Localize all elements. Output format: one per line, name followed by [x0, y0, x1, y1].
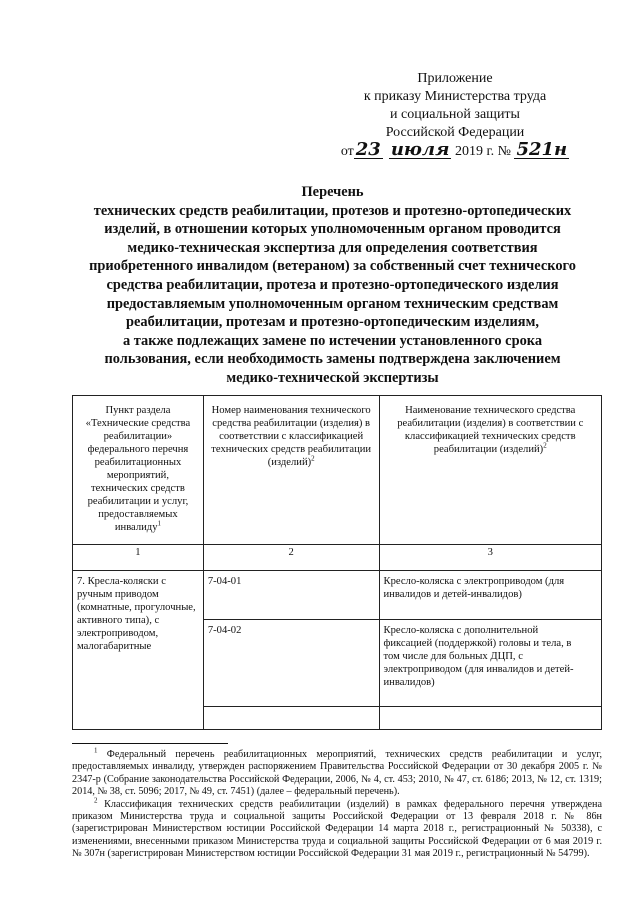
code-cell: 7-04-02: [203, 620, 379, 707]
appendix-line: Приложение: [417, 71, 493, 86]
table-row: [73, 571, 602, 620]
footnote-ref: 2: [311, 454, 315, 463]
title-line: технических средств реабилитации, протезов и протезно-ортопедических: [93, 202, 572, 219]
appendix-line: к приказу Министерства труда: [363, 89, 547, 104]
table-header-row: [73, 396, 602, 545]
empty-cell: [379, 707, 602, 730]
title-line: изделий, в отношении которых уполномоченным органом проводится: [104, 221, 561, 238]
title-line: предоставляемым уполномоченным органом техническим средствам: [106, 295, 559, 312]
order-number: 521н: [516, 139, 568, 160]
section-cell: 7. Кресла-коляски с ручным приводом (комнатные, прогулочные, активного типа), с электроприводом, малогабаритные: [73, 571, 204, 730]
footnote-separator: [72, 743, 228, 744]
footnote: $^1$ Федеральный перечень реабилитационных мероприятий, технических средств реабилитации и услуг, предоставляемых инвалиду, утвержден распоряжением Правительства Российской Федерации от 30 декабря 2005 г. № 2347-р (Собрание законодательства Российской Федерации, 2006, № 4, ст. 453; 2010, № 47, ст. 6186; 2013, № 12, ст. 1319; 2014, № 38, ст. 5096; 2017, № 49, ст. 7451) (далее – федеральный перечень).: [72, 746, 603, 798]
name-cell: Кресло-коляска с электроприводом (для инвалидов и детей-инвалидов): [379, 571, 602, 620]
appendix-block: [330, 70, 580, 161]
title-line: медико-техническая экспертиза для определения соответствия: [127, 239, 538, 256]
empty-cell: [203, 707, 379, 730]
footnote-ref: 2: [543, 441, 547, 450]
appendix-line: и социальной защиты: [390, 107, 520, 122]
appendix-line: Российской Федерации: [385, 125, 525, 140]
title-line: приобретенного инвалидом (ветераном) за собственный счет технического: [89, 258, 576, 275]
header-name: Наименование технического средства реабилитации (изделия) в соответствии с классификацией технических средств реабилитации (изделий)$^2$: [379, 396, 602, 545]
order-month: июля: [390, 139, 450, 160]
document-title: [60, 183, 605, 388]
header-code: Номер наименования технического средства реабилитации (изделия) в соответствии с классификацией технических средств реабилитации (изделий)$^2$: [203, 396, 379, 545]
footnote-ref: 1: [157, 519, 161, 528]
equipment-table: [72, 395, 602, 730]
order-year: 2019 г. №: [454, 144, 511, 159]
title-heading: Перечень: [301, 184, 364, 200]
column-number: 3: [379, 545, 602, 571]
footnote-mark: 2: [94, 796, 98, 805]
column-number: 1: [73, 545, 204, 571]
title-line: реабилитации, протезам и протезно-ортопедическим изделиям,: [125, 314, 539, 331]
footnotes: [72, 746, 603, 861]
order-prefix: от: [340, 144, 354, 159]
footnote-mark: 1: [94, 746, 98, 755]
order-date-number: [330, 139, 580, 161]
title-line: средства реабилитации, протеза и протезно-ортопедического изделия: [106, 276, 559, 293]
footnote: $^2$ Классификация технических средств реабилитации (изделий) в рамках федерального перечня утверждена приказом Министерства труда и социальной защиты Российской Федерации от 13 февраля 2018 г. № 86н (зарегистрирован Министерством юстиции Российской Федерации 14 марта 2018 г., регистрационный № 50338), с изменениями, внесенными приказом Министерства труда и социальной защиты Российской Федерации от 6 мая 2019 г. № 307н (зарегистрирован Министерством юстиции Российской Федерации 31 мая 2019 г., регистрационный № 54799).: [72, 796, 603, 860]
title-line: а также подлежащих замене по истечении установленного срока: [122, 332, 543, 349]
name-cell: Кресло-коляска с дополнительной фиксацией (поддержкой) головы и тела, в том числе для больных ДЦП, с электроприводом (для инвалидов и детей- инвалидов): [379, 620, 602, 707]
title-line: медико-технической экспертизы: [226, 369, 439, 386]
column-number-row: [73, 545, 602, 571]
title-line: пользования, если необходимость замены подтверждена заключением: [104, 351, 561, 368]
code-cell: 7-04-01: [203, 571, 379, 620]
column-number: 2: [203, 545, 379, 571]
header-section-item: Пункт раздела «Технические средства реабилитации» федерального перечня реабилитационных мероприятий, технических средств реабилитации и услуг, предоставляемых инвалиду$^1$: [73, 396, 204, 545]
order-day: 23: [355, 139, 381, 160]
